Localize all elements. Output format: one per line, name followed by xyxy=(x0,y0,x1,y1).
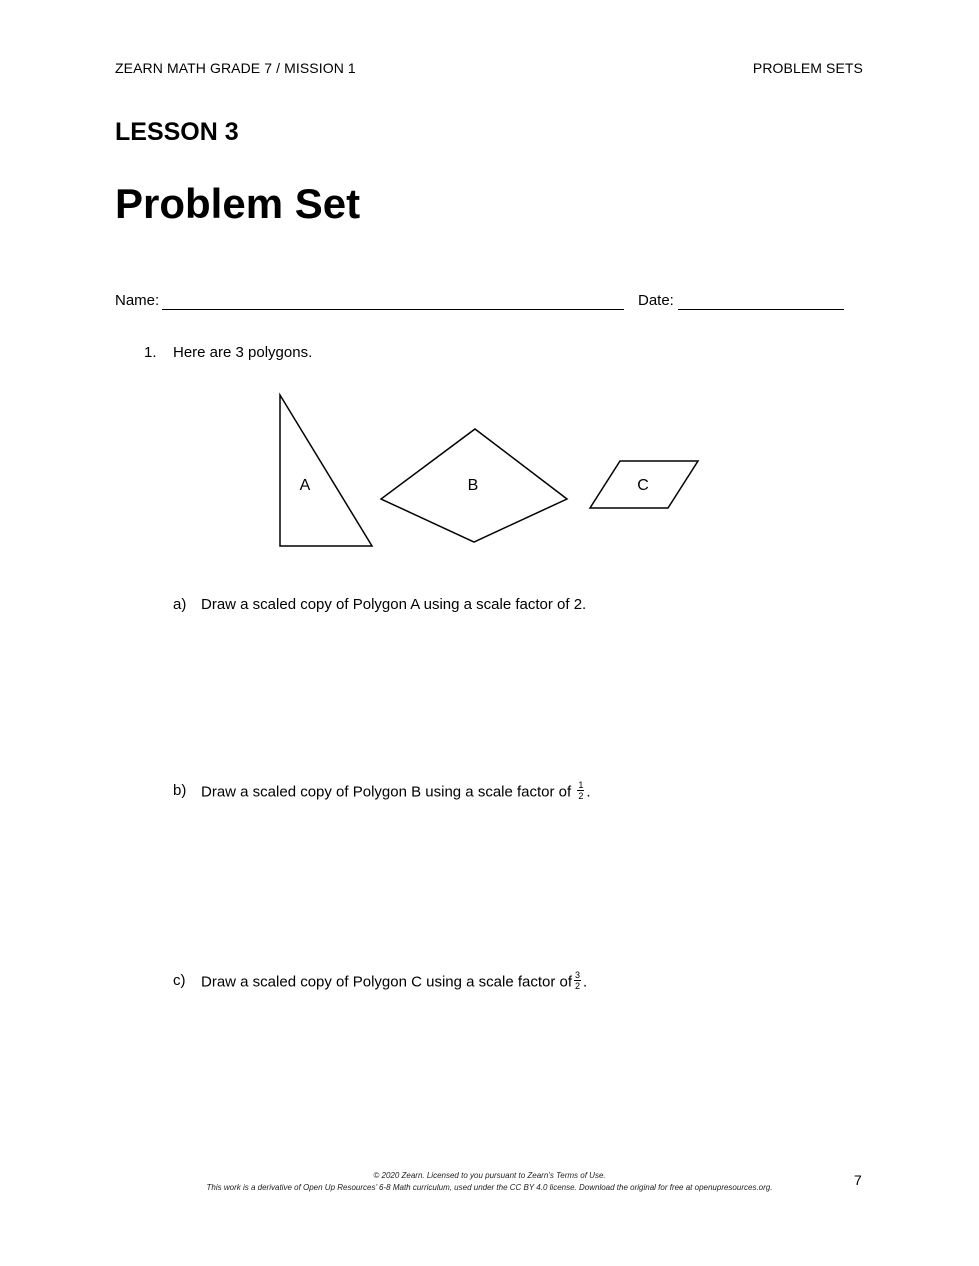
fraction-denominator: 2 xyxy=(575,981,581,991)
polygon-a-label: A xyxy=(299,477,311,494)
date-field[interactable] xyxy=(678,309,844,310)
name-field[interactable] xyxy=(162,309,624,310)
part-a-text: Draw a scaled copy of Polygon A using a scale factor of 2. xyxy=(201,596,587,613)
polygon-b-label: B xyxy=(467,477,479,494)
polygon-a xyxy=(280,395,372,546)
date-label: Date: xyxy=(638,292,674,309)
part-b-text: Draw a scaled copy of Polygon B using a scale factor of xyxy=(201,783,572,801)
lesson-heading: LESSON 3 xyxy=(115,118,239,146)
part-b xyxy=(201,782,591,803)
part-b-letter: b) xyxy=(173,782,187,799)
header-left: ZEARN MATH GRADE 7 / MISSION 1 xyxy=(115,60,356,76)
page-number: 7 xyxy=(854,1172,862,1188)
polygon-c-label: C xyxy=(637,477,649,494)
fraction-one-half xyxy=(577,780,584,801)
question-text: Here are 3 polygons. xyxy=(173,344,313,361)
footer xyxy=(0,1170,979,1194)
polygons-figure xyxy=(270,388,710,553)
part-c-text: Draw a scaled copy of Polygon C using a scale factor of xyxy=(201,973,573,991)
part-c xyxy=(201,972,587,993)
fraction-denominator: 2 xyxy=(578,791,584,801)
part-a-letter: a) xyxy=(173,596,187,613)
fraction-numerator: 1 xyxy=(578,780,584,790)
page-title: Problem Set xyxy=(115,180,361,227)
fraction-numerator: 3 xyxy=(575,970,581,980)
footer-license: This work is a derivative of Open Up Resources’ 6-8 Math curriculum, used under the CC BY 4.0 license. Download the original for free at openupresources.org. xyxy=(206,1183,773,1192)
part-c-end: . xyxy=(583,973,588,991)
name-label: Name: xyxy=(115,292,160,309)
header-right: PROBLEM SETS xyxy=(752,60,863,76)
question-number: 1. xyxy=(144,344,157,361)
part-b-end: . xyxy=(586,783,591,801)
fraction-three-halves xyxy=(574,970,581,991)
part-c-letter: c) xyxy=(173,972,186,989)
footer-copyright: © 2020 Zearn. Licensed to you pursuant to Zearn’s Terms of Use. xyxy=(373,1171,606,1180)
